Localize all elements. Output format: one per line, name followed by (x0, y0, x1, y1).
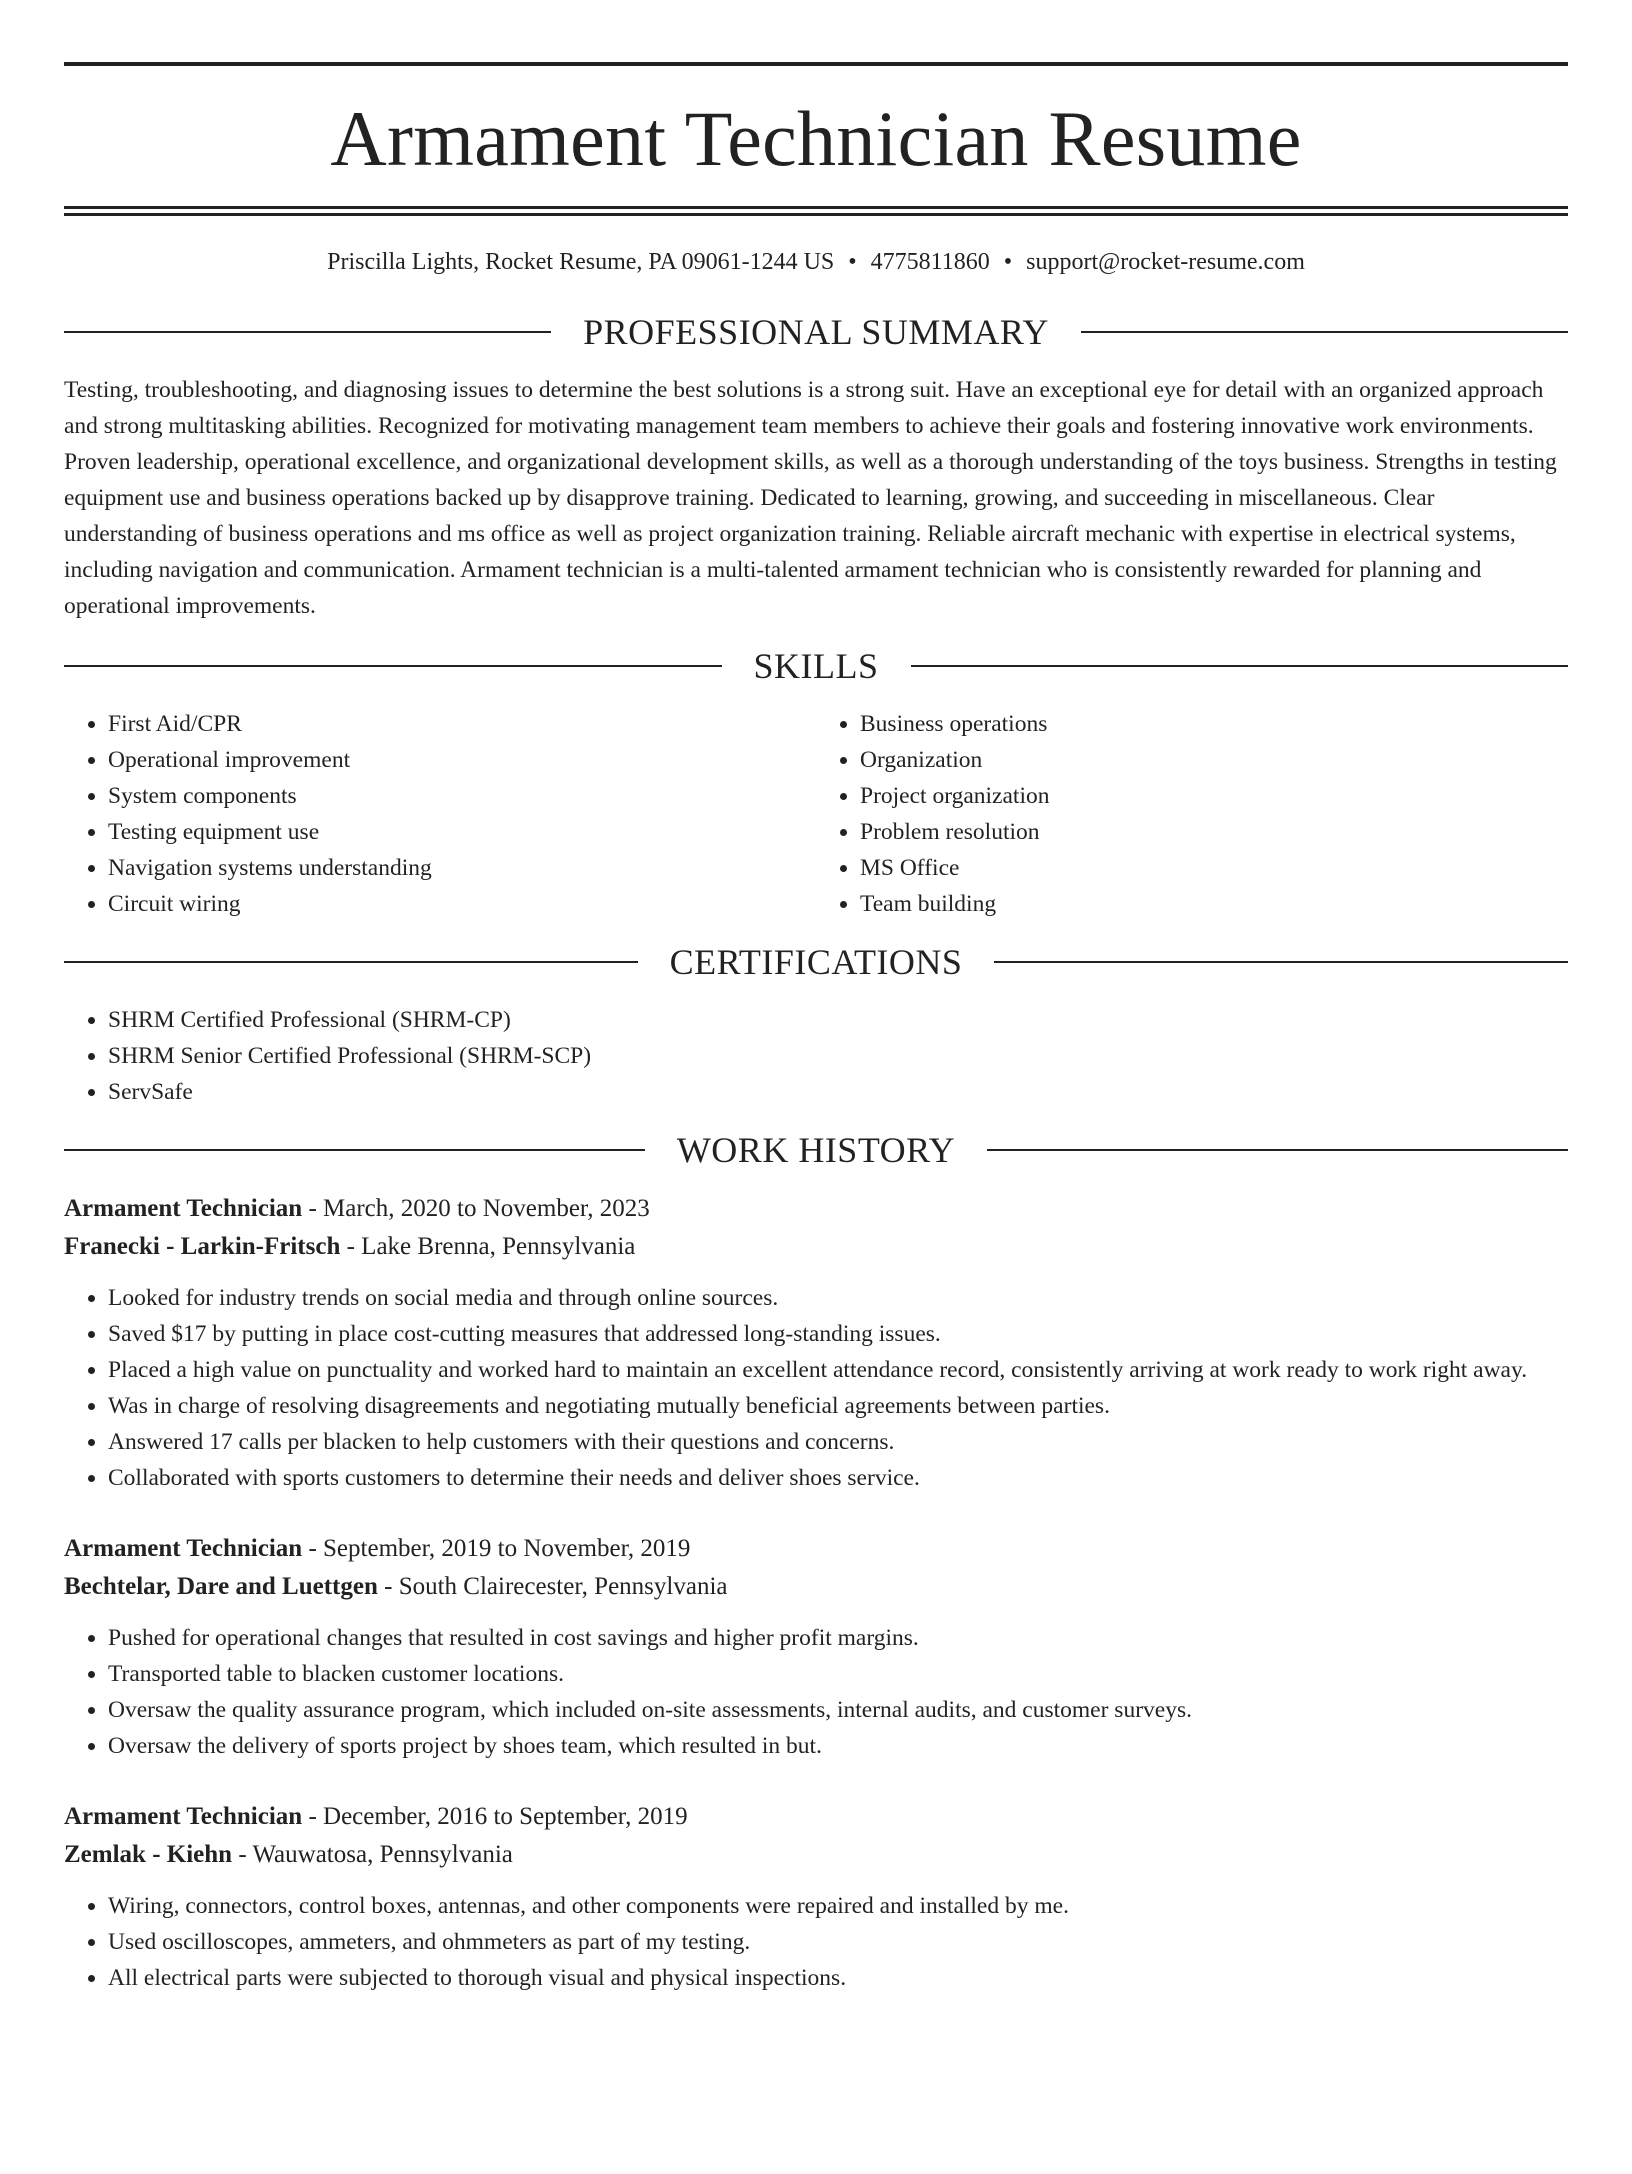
heading-rule-left (64, 1149, 645, 1151)
skills-heading: SKILLS (753, 645, 879, 686)
summary-heading-row (64, 314, 1568, 350)
job-bullet: • Oversaw the delivery of sports project by shoes team, which resulted in but. (108, 1728, 1568, 1764)
job-title-line (64, 1190, 1568, 1228)
contact-email: support@rocket-resume.com (1026, 249, 1305, 275)
skill-item: • Operational improvement (108, 742, 816, 778)
contact-separator: • (1003, 249, 1013, 275)
certifications-section (64, 1002, 1568, 1110)
contact-address: Priscilla Lights, Rocket Resume, PA 09061-1244 US (327, 249, 835, 275)
job-entry (64, 1190, 1568, 1496)
title-double-rule (64, 206, 1568, 216)
job-company: Bechtelar, Dare and Luettgen (64, 1572, 378, 1600)
job-title-line (64, 1798, 1568, 1836)
job-company-line (64, 1568, 1568, 1606)
job-bullet: • Looked for industry trends on social media and through online sources. (108, 1280, 1568, 1316)
job-bullet: • Saved $17 by putting in place cost-cutting measures that addressed long-standing issues. (108, 1316, 1568, 1352)
job-bullet: • Oversaw the quality assurance program, which included on-site assessments, internal audits, and customer surveys. (108, 1692, 1568, 1728)
job-title: Armament Technician (64, 1802, 303, 1830)
job-bullet: • Wiring, connectors, control boxes, antennas, and other components were repaired and installed by me. (108, 1888, 1568, 1924)
job-company: Zemlak - Kiehn (64, 1840, 233, 1868)
summary-heading: PROFESSIONAL SUMMARY (583, 312, 1049, 352)
job-dates: - December, 2016 to September, 2019 (302, 1802, 688, 1830)
contact-line (64, 250, 1568, 274)
certification-item: • SHRM Senior Certified Professional (SHRM-SCP) (108, 1038, 1568, 1074)
certifications-heading: CERTIFICATIONS (669, 941, 963, 982)
skill-item: • MS Office (860, 850, 1568, 886)
job-bullets (64, 1888, 1568, 1996)
job-bullet: • Answered 17 calls per blacken to help customers with their questions and concerns. (108, 1424, 1568, 1460)
job-company-line (64, 1836, 1568, 1874)
certifications-heading-row (64, 941, 1568, 982)
skill-item: • First Aid/CPR (108, 706, 816, 742)
job-company-line (64, 1228, 1568, 1266)
skills-columns (64, 706, 1568, 922)
job-title: Armament Technician (64, 1194, 303, 1222)
job-bullet: • Placed a high value on punctuality and worked hard to maintain an excellent attendance record, consistently arriving at work ready to work right away. (108, 1352, 1568, 1388)
skill-item: • Business operations (860, 706, 1568, 742)
contact-separator: • (848, 249, 857, 275)
work-history-jobs (64, 1190, 1568, 1996)
skill-item: • Circuit wiring (108, 886, 816, 922)
heading-rule-left (64, 961, 638, 963)
summary-text: Testing, troubleshooting, and diagnosing issues to determine the best solutions is a strong suit. Have an exceptional eye for detail with an organized approach and strong multitasking abilities. Recognized for motivating management team members to achieve their goals and fostering innovative work environments. Proven leadership, operational excellence, and organizational development skills, as well as a thorough understanding of the toys business. Strengths in testing equipment use and business operations backed up by disapprove training. Dedicated to learning, growing, and succeeding in miscellaneous. Clear understanding of business operations and ms office as well as project organization training. Reliable aircraft mechanic with expertise in electrical systems, including navigation and communication. Armament technician is a multi-talented armament technician who is consistently rewarded for planning and operational improvements. (64, 377, 1557, 619)
heading-rule-left (64, 665, 722, 667)
job-location: - South Clairecester, Pennsylvania (377, 1572, 728, 1600)
contact-phone: 4775811860 (870, 249, 990, 275)
heading-rule-left (64, 331, 551, 333)
job-bullet: • Used oscilloscopes, ammeters, and ohmmeters as part of my testing. (108, 1924, 1568, 1960)
job-entry (64, 1798, 1568, 1996)
job-bullets (64, 1280, 1568, 1496)
skill-item: • Navigation systems understanding (108, 850, 816, 886)
job-title: Armament Technician (64, 1534, 303, 1562)
job-location: - Lake Brenna, Pennsylvania (340, 1232, 636, 1260)
job-bullet: • Pushed for operational changes that resulted in cost savings and higher profit margins. (108, 1620, 1568, 1656)
certification-item: • SHRM Certified Professional (SHRM-CP) (108, 1002, 1568, 1038)
job-bullet: • Transported table to blacken customer locations. (108, 1656, 1568, 1692)
job-entry (64, 1530, 1568, 1764)
resume-title: Armament Technician Resume (330, 95, 1302, 182)
job-dates: - March, 2020 to November, 2023 (302, 1194, 650, 1222)
skill-item: • Testing equipment use (108, 814, 816, 850)
top-rule (64, 62, 1568, 66)
job-bullet: • All electrical parts were subjected to thorough visual and physical inspections. (108, 1960, 1568, 1996)
heading-rule-right (911, 665, 1569, 667)
resume-page (0, 62, 1632, 2174)
heading-rule-right (1081, 331, 1568, 333)
skill-item: • Project organization (860, 778, 1568, 814)
work-history-heading: WORK HISTORY (676, 1129, 956, 1170)
job-title-line (64, 1530, 1568, 1568)
skills-list-left (64, 706, 816, 922)
work-history-heading-row (64, 1129, 1568, 1170)
skill-item: • System components (108, 778, 816, 814)
heading-rule-right (987, 1149, 1568, 1151)
skill-item: • Problem resolution (860, 814, 1568, 850)
certification-item: • ServSafe (108, 1074, 1568, 1110)
heading-rule-right (994, 961, 1568, 963)
job-bullet: • Was in charge of resolving disagreements and negotiating mutually beneficial agreements between parties. (108, 1388, 1568, 1424)
skills-list-right (816, 706, 1568, 922)
job-bullet: • Collaborated with sports customers to determine their needs and deliver shoes service. (108, 1460, 1568, 1496)
skills-heading-row (64, 645, 1568, 686)
job-dates: - September, 2019 to November, 2019 (302, 1534, 691, 1562)
job-bullets (64, 1620, 1568, 1764)
skill-item: • Organization (860, 742, 1568, 778)
skill-item: • Team building (860, 886, 1568, 922)
job-location: - Wauwatosa, Pennsylvania (232, 1840, 513, 1868)
certifications-list (64, 1002, 1568, 1110)
job-company: Franecki - Larkin-Fritsch (64, 1232, 341, 1260)
